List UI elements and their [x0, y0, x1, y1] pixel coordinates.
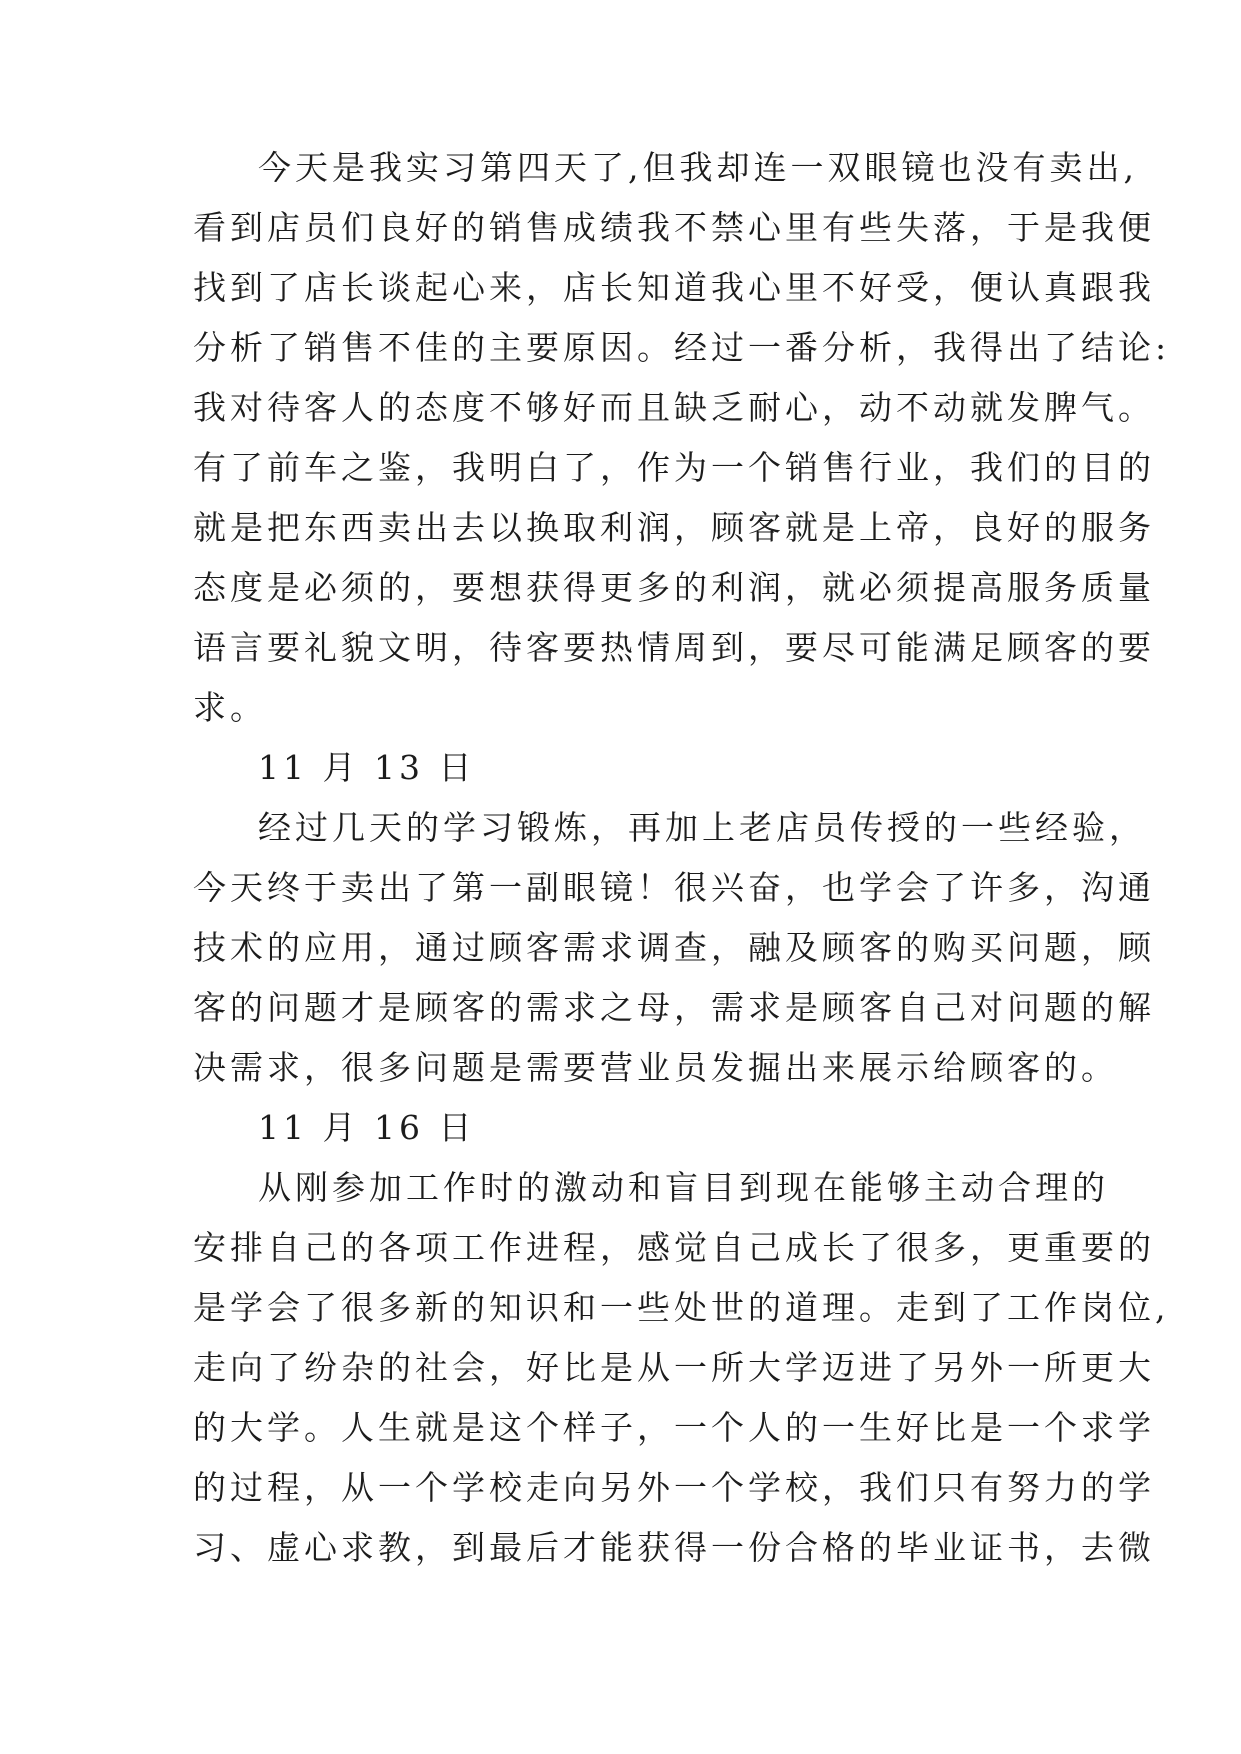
paragraph-line: 客的问题才是顾客的需求之母，需求是顾客自己对问题的解: [193, 988, 1155, 1027]
paragraph-line: 安排自己的各项工作进程，感觉自己成长了很多，更重要的: [193, 1228, 1155, 1267]
paragraph-line: 就是把东西卖出去以换取利润，顾客就是上帝，良好的服务: [193, 508, 1155, 547]
paragraph-line: 是学会了很多新的知识和一些处世的道理。走到了工作岗位,: [193, 1288, 1170, 1327]
paragraph-line: 走向了纷杂的社会，好比是从一所大学迈进了另外一所更大: [193, 1348, 1155, 1387]
paragraph-line: 有了前车之鉴，我明白了，作为一个销售行业，我们的目的: [193, 448, 1155, 487]
paragraph-line: 今天终于卖出了第一副眼镜！很兴奋，也学会了许多，沟通: [193, 868, 1155, 907]
paragraph-line: 我对待客人的态度不够好而且缺乏耐心，动不动就发脾气。: [193, 388, 1155, 427]
paragraph-line: 决需求，很多问题是需要营业员发掘出来展示给顾客的。: [193, 1048, 1118, 1087]
paragraph-line: 分析了销售不佳的主要原因。经过一番分析，我得出了结论:: [193, 328, 1171, 367]
paragraph-line: 态度是必须的，要想获得更多的利润，就必须提高服务质量: [193, 568, 1155, 607]
paragraph-line: 习、虚心求教，到最后才能获得一份合格的毕业证书，去微: [193, 1528, 1155, 1567]
paragraph-line: 技术的应用，通过顾客需求调查，融及顾客的购买问题，顾: [193, 928, 1155, 967]
paragraph-line: 经过几天的学习锻炼，再加上老店员传授的一些经验，: [258, 808, 1146, 847]
paragraph-line: 求。: [193, 688, 267, 727]
paragraph-line: 语言要礼貌文明，待客要热情周到，要尽可能满足顾客的要: [193, 628, 1155, 667]
paragraph-line: 从刚参加工作时的激动和盲目到现在能够主动合理的: [258, 1168, 1109, 1207]
paragraph-line: 的大学。人生就是这个样子，一个人的一生好比是一个求学: [193, 1408, 1155, 1447]
paragraph-line: 的过程，从一个学校走向另外一个学校，我们只有努力的学: [193, 1468, 1155, 1507]
paragraph-line: 找到了店长谈起心来，店长知道我心里不好受，便认真跟我: [193, 268, 1155, 307]
date-heading: 11 月 13 日: [258, 748, 476, 787]
date-heading: 11 月 16 日: [258, 1108, 476, 1147]
paragraph-line: 看到店员们良好的销售成绩我不禁心里有些失落，于是我便: [193, 208, 1155, 247]
paragraph-line: 今天是我实习第四天了,但我却连一双眼镜也没有卖出,: [258, 148, 1138, 187]
